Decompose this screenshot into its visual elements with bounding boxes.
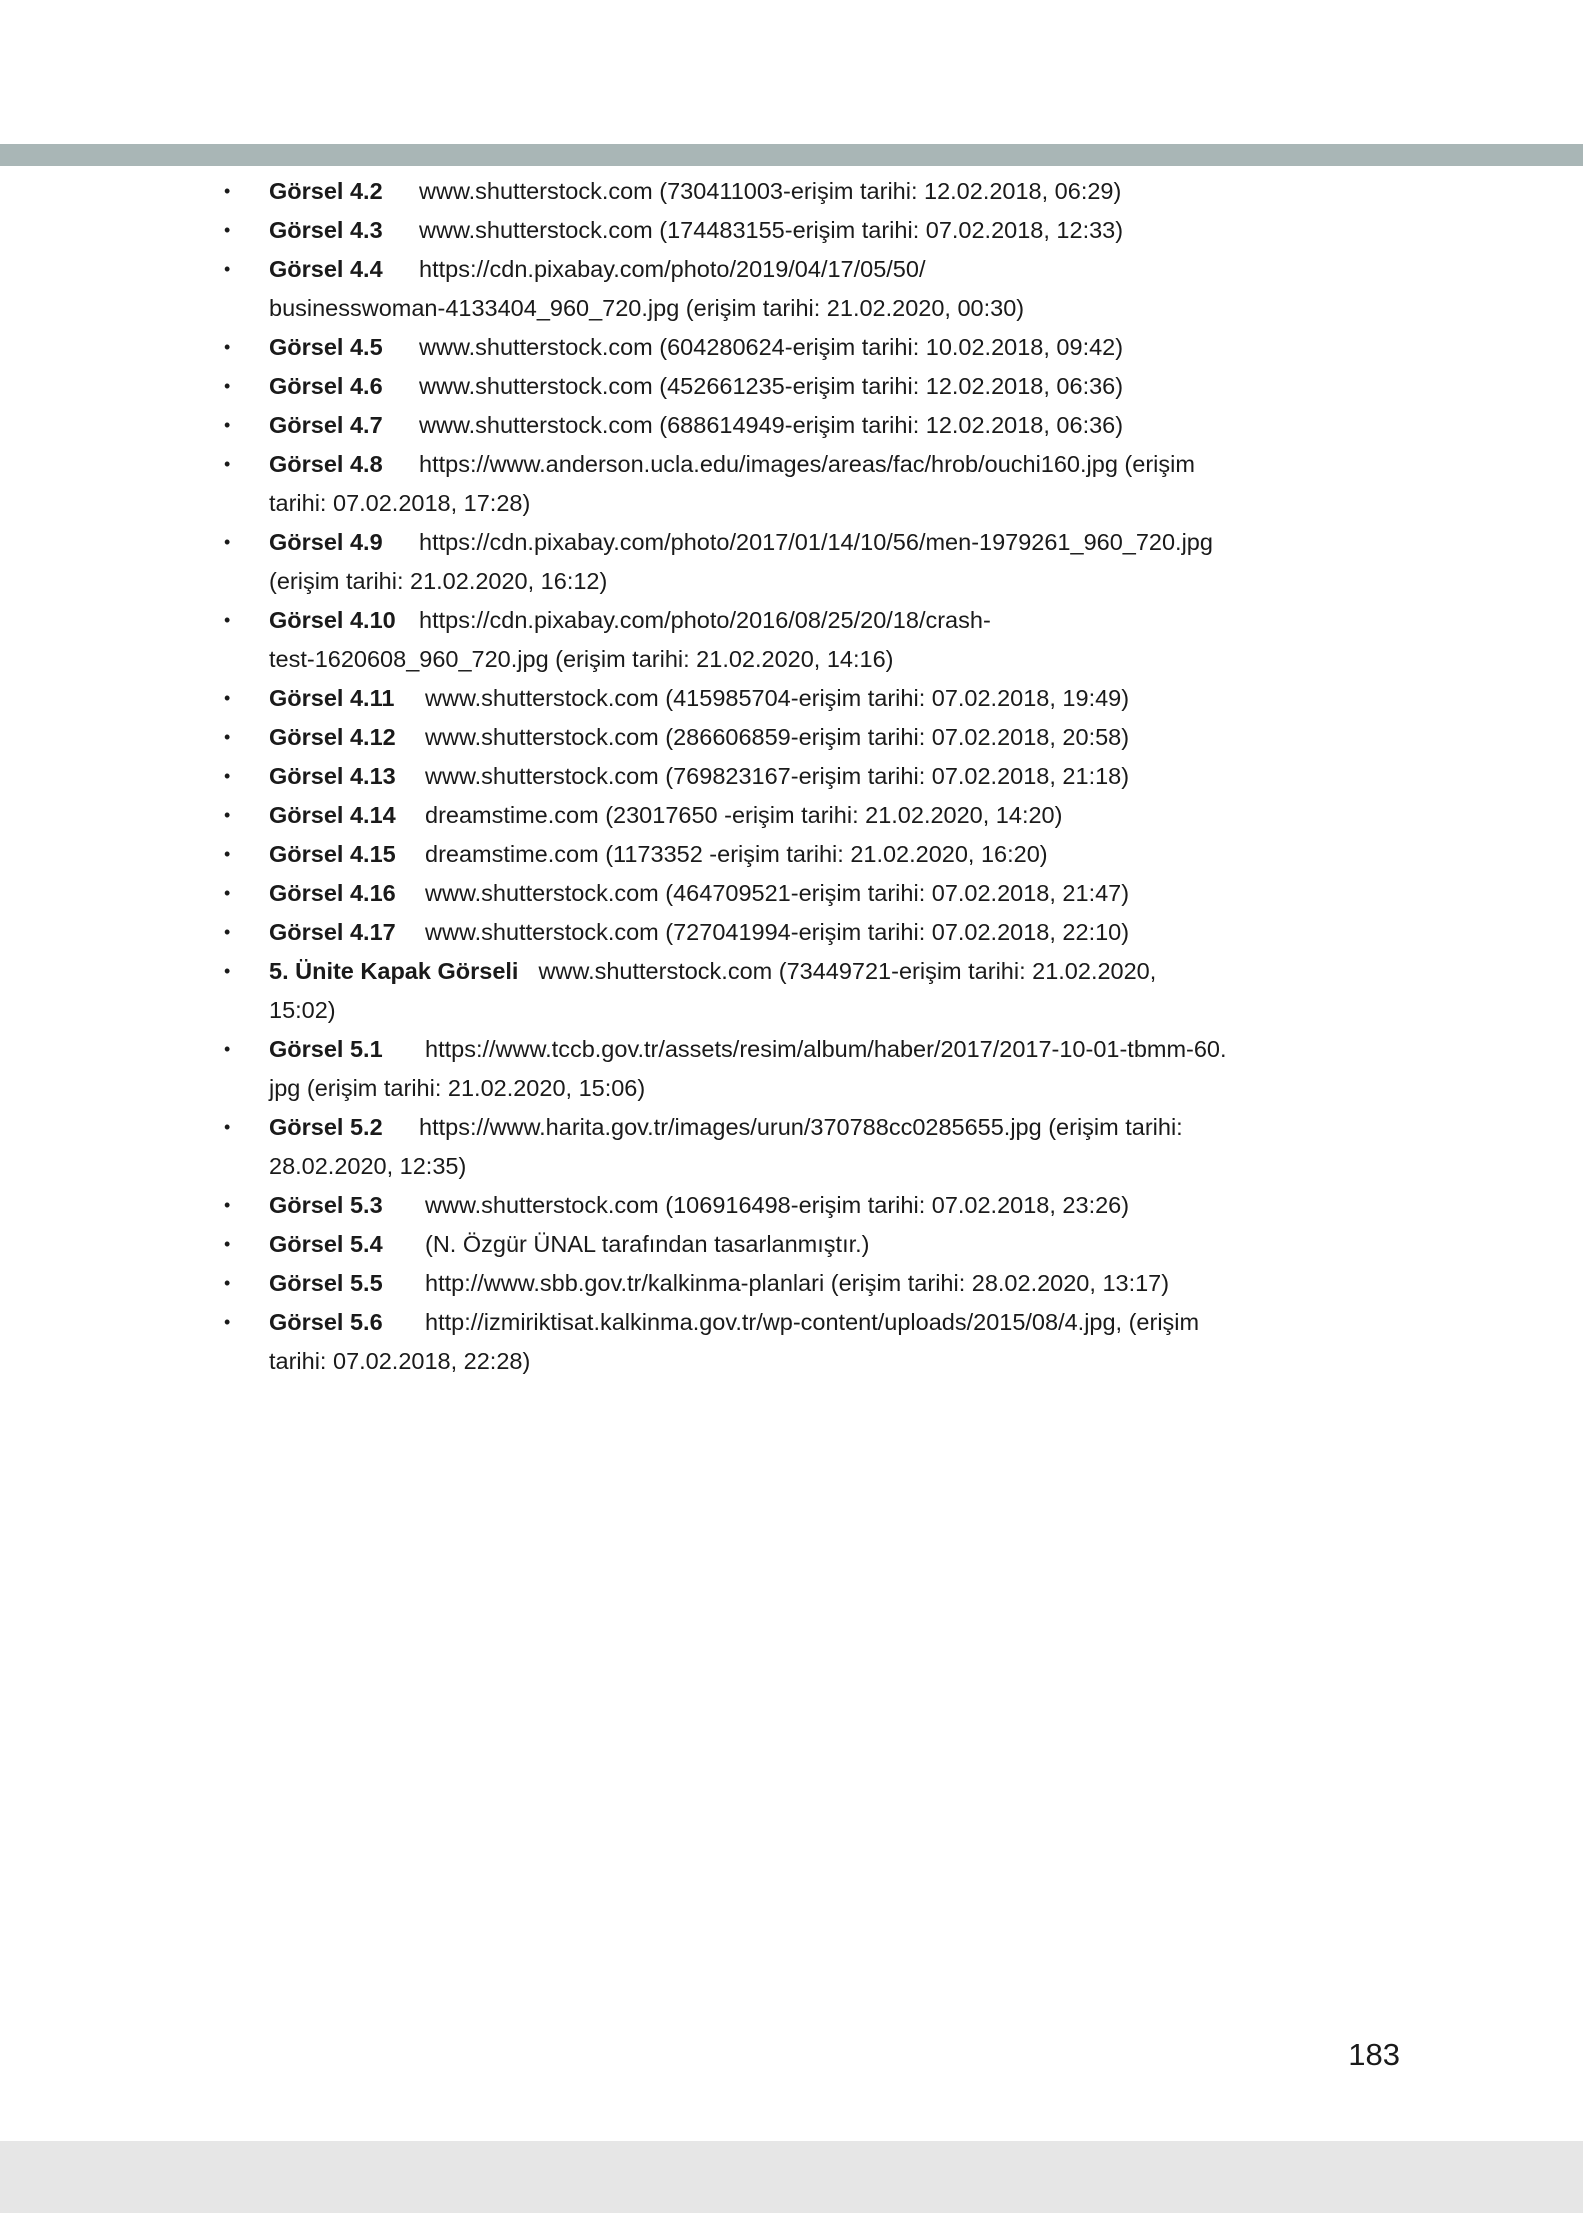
bullet: •	[224, 415, 231, 435]
bullet: •	[224, 883, 231, 903]
reference-text-continued: businesswoman-4133404_960_720.jpg (erişim tarihi: 21.02.2020, 00:30)	[269, 295, 1025, 321]
reference-label: Görsel 4.5	[269, 334, 383, 360]
reference-text: www.shutterstock.com (286606859-erişim tarihi: 07.02.2018, 20:58)	[425, 724, 1130, 750]
bullet: •	[224, 1273, 231, 1293]
bullet: •	[224, 337, 231, 357]
reference-text-continued: (erişim tarihi: 21.02.2020, 16:12)	[269, 568, 608, 594]
list-item	[224, 172, 1304, 211]
bullet: •	[224, 220, 231, 240]
list-item	[224, 367, 1304, 406]
reference-text: dreamstime.com (1173352 -erişim tarihi: 21.02.2020, 16:20)	[425, 841, 1048, 867]
bullet: •	[224, 532, 231, 552]
list-item	[224, 1030, 1304, 1108]
reference-label: Görsel 5.1	[269, 1036, 383, 1062]
reference-text: https://www.tccb.gov.tr/assets/resim/album/haber/2017/2017-10-01-tbmm-60.	[425, 1036, 1227, 1062]
reference-text: www.shutterstock.com (688614949-erişim tarihi: 12.02.2018, 06:36)	[419, 412, 1124, 438]
reference-text-continued: 15:02)	[269, 997, 336, 1023]
reference-text: https://www.harita.gov.tr/images/urun/370788cc0285655.jpg (erişim tarihi:	[419, 1114, 1183, 1140]
reference-text: dreamstime.com (23017650 -erişim tarihi: 21.02.2020, 14:20)	[425, 802, 1063, 828]
reference-text-continued: tarihi: 07.02.2018, 22:28)	[269, 1348, 531, 1374]
list-item	[224, 523, 1304, 601]
reference-label: Görsel 4.10	[269, 607, 396, 633]
reference-text: https://cdn.pixabay.com/photo/2016/08/25/20/18/crash-	[419, 607, 991, 633]
bullet: •	[224, 844, 231, 864]
list-item	[224, 406, 1304, 445]
list-item	[224, 874, 1304, 913]
list-item	[224, 1108, 1304, 1186]
bullet: •	[224, 922, 231, 942]
reference-label: Görsel 4.7	[269, 412, 383, 438]
bullet: •	[224, 961, 231, 981]
reference-label: Görsel 4.16	[269, 880, 396, 906]
reference-label: Görsel 4.12	[269, 724, 396, 750]
reference-label: Görsel 4.2	[269, 178, 383, 204]
reference-label: Görsel 4.14	[269, 802, 396, 828]
bullet: •	[224, 727, 231, 747]
bullet: •	[224, 1039, 231, 1059]
bullet: •	[224, 766, 231, 786]
reference-text: www.shutterstock.com (174483155-erişim tarihi: 07.02.2018, 12:33)	[419, 217, 1124, 243]
bullet: •	[224, 1234, 231, 1254]
bullet: •	[224, 805, 231, 825]
reference-label: Görsel 5.5	[269, 1270, 383, 1296]
reference-text: https://cdn.pixabay.com/photo/2019/04/17/05/50/	[419, 256, 926, 282]
reference-label: Görsel 4.17	[269, 919, 396, 945]
reference-label: Görsel 4.6	[269, 373, 383, 399]
reference-text-continued: test-1620608_960_720.jpg (erişim tarihi: 21.02.2020, 14:16)	[269, 646, 894, 672]
footer-band	[0, 2141, 1583, 2213]
reference-label: Görsel 5.2	[269, 1114, 383, 1140]
bullet: •	[224, 181, 231, 201]
reference-text: www.shutterstock.com (730411003-erişim tarihi: 12.02.2018, 06:29)	[419, 178, 1122, 204]
reference-label: 5. Ünite Kapak Görseli	[269, 958, 519, 984]
list-item	[224, 211, 1304, 250]
reference-label: Görsel 4.9	[269, 529, 383, 555]
list-item	[224, 601, 1304, 679]
reference-text: www.shutterstock.com (106916498-erişim tarihi: 07.02.2018, 23:26)	[425, 1192, 1130, 1218]
reference-label: Görsel 5.3	[269, 1192, 383, 1218]
reference-text: www.shutterstock.com (604280624-erişim tarihi: 10.02.2018, 09:42)	[419, 334, 1124, 360]
reference-text-continued: jpg (erişim tarihi: 21.02.2020, 15:06)	[269, 1075, 646, 1101]
list-item	[224, 913, 1304, 952]
list-item	[224, 1186, 1304, 1225]
page-number: 183	[1348, 2037, 1400, 2072]
bullet: •	[224, 1312, 231, 1332]
reference-text: www.shutterstock.com (415985704-erişim tarihi: 07.02.2018, 19:49)	[425, 685, 1130, 711]
reference-list	[224, 172, 1304, 1381]
reference-label: Görsel 4.4	[269, 256, 383, 282]
bullet: •	[224, 688, 231, 708]
reference-label: Görsel 4.13	[269, 763, 396, 789]
reference-text: www.shutterstock.com (464709521-erişim tarihi: 07.02.2018, 21:47)	[425, 880, 1130, 906]
list-item	[224, 445, 1304, 523]
bullet: •	[224, 1195, 231, 1215]
reference-label: Görsel 4.8	[269, 451, 383, 477]
list-item	[224, 757, 1304, 796]
header-band	[0, 144, 1583, 166]
reference-text: http://izmiriktisat.kalkinma.gov.tr/wp-content/uploads/2015/08/4.jpg, (erişim	[425, 1309, 1200, 1335]
reference-text-continued: tarihi: 07.02.2018, 17:28)	[269, 490, 531, 516]
list-item	[224, 1303, 1304, 1381]
reference-text: www.shutterstock.com (73449721-erişim tarihi: 21.02.2020,	[538, 958, 1157, 984]
reference-label: Görsel 5.6	[269, 1309, 383, 1335]
list-item	[224, 796, 1304, 835]
list-item	[224, 952, 1304, 1030]
list-item	[224, 1225, 1304, 1264]
list-item	[224, 250, 1304, 328]
reference-text: http://www.sbb.gov.tr/kalkinma-planlari (erişim tarihi: 28.02.2020, 13:17)	[425, 1270, 1170, 1296]
reference-label: Görsel 4.15	[269, 841, 396, 867]
bullet: •	[224, 454, 231, 474]
reference-text: https://cdn.pixabay.com/photo/2017/01/14/10/56/men-1979261_960_720.jpg	[419, 529, 1213, 555]
list-item	[224, 718, 1304, 757]
reference-text: www.shutterstock.com (452661235-erişim tarihi: 12.02.2018, 06:36)	[419, 373, 1124, 399]
reference-text: www.shutterstock.com (769823167-erişim tarihi: 07.02.2018, 21:18)	[425, 763, 1130, 789]
list-item	[224, 835, 1304, 874]
reference-text: (N. Özgür ÜNAL tarafından tasarlanmıştır.)	[425, 1231, 870, 1257]
bullet: •	[224, 1117, 231, 1137]
reference-text: www.shutterstock.com (727041994-erişim tarihi: 07.02.2018, 22:10)	[425, 919, 1130, 945]
reference-text: https://www.anderson.ucla.edu/images/areas/fac/hrob/ouchi160.jpg (erişim	[419, 451, 1195, 477]
list-item	[224, 1264, 1304, 1303]
reference-text-continued: 28.02.2020, 12:35)	[269, 1153, 467, 1179]
list-item	[224, 328, 1304, 367]
bullet: •	[224, 259, 231, 279]
reference-label: Görsel 5.4	[269, 1231, 383, 1257]
bullet: •	[224, 610, 231, 630]
reference-label: Görsel 4.11	[269, 685, 395, 711]
reference-label: Görsel 4.3	[269, 217, 383, 243]
bullet: •	[224, 376, 231, 396]
list-item	[224, 679, 1304, 718]
